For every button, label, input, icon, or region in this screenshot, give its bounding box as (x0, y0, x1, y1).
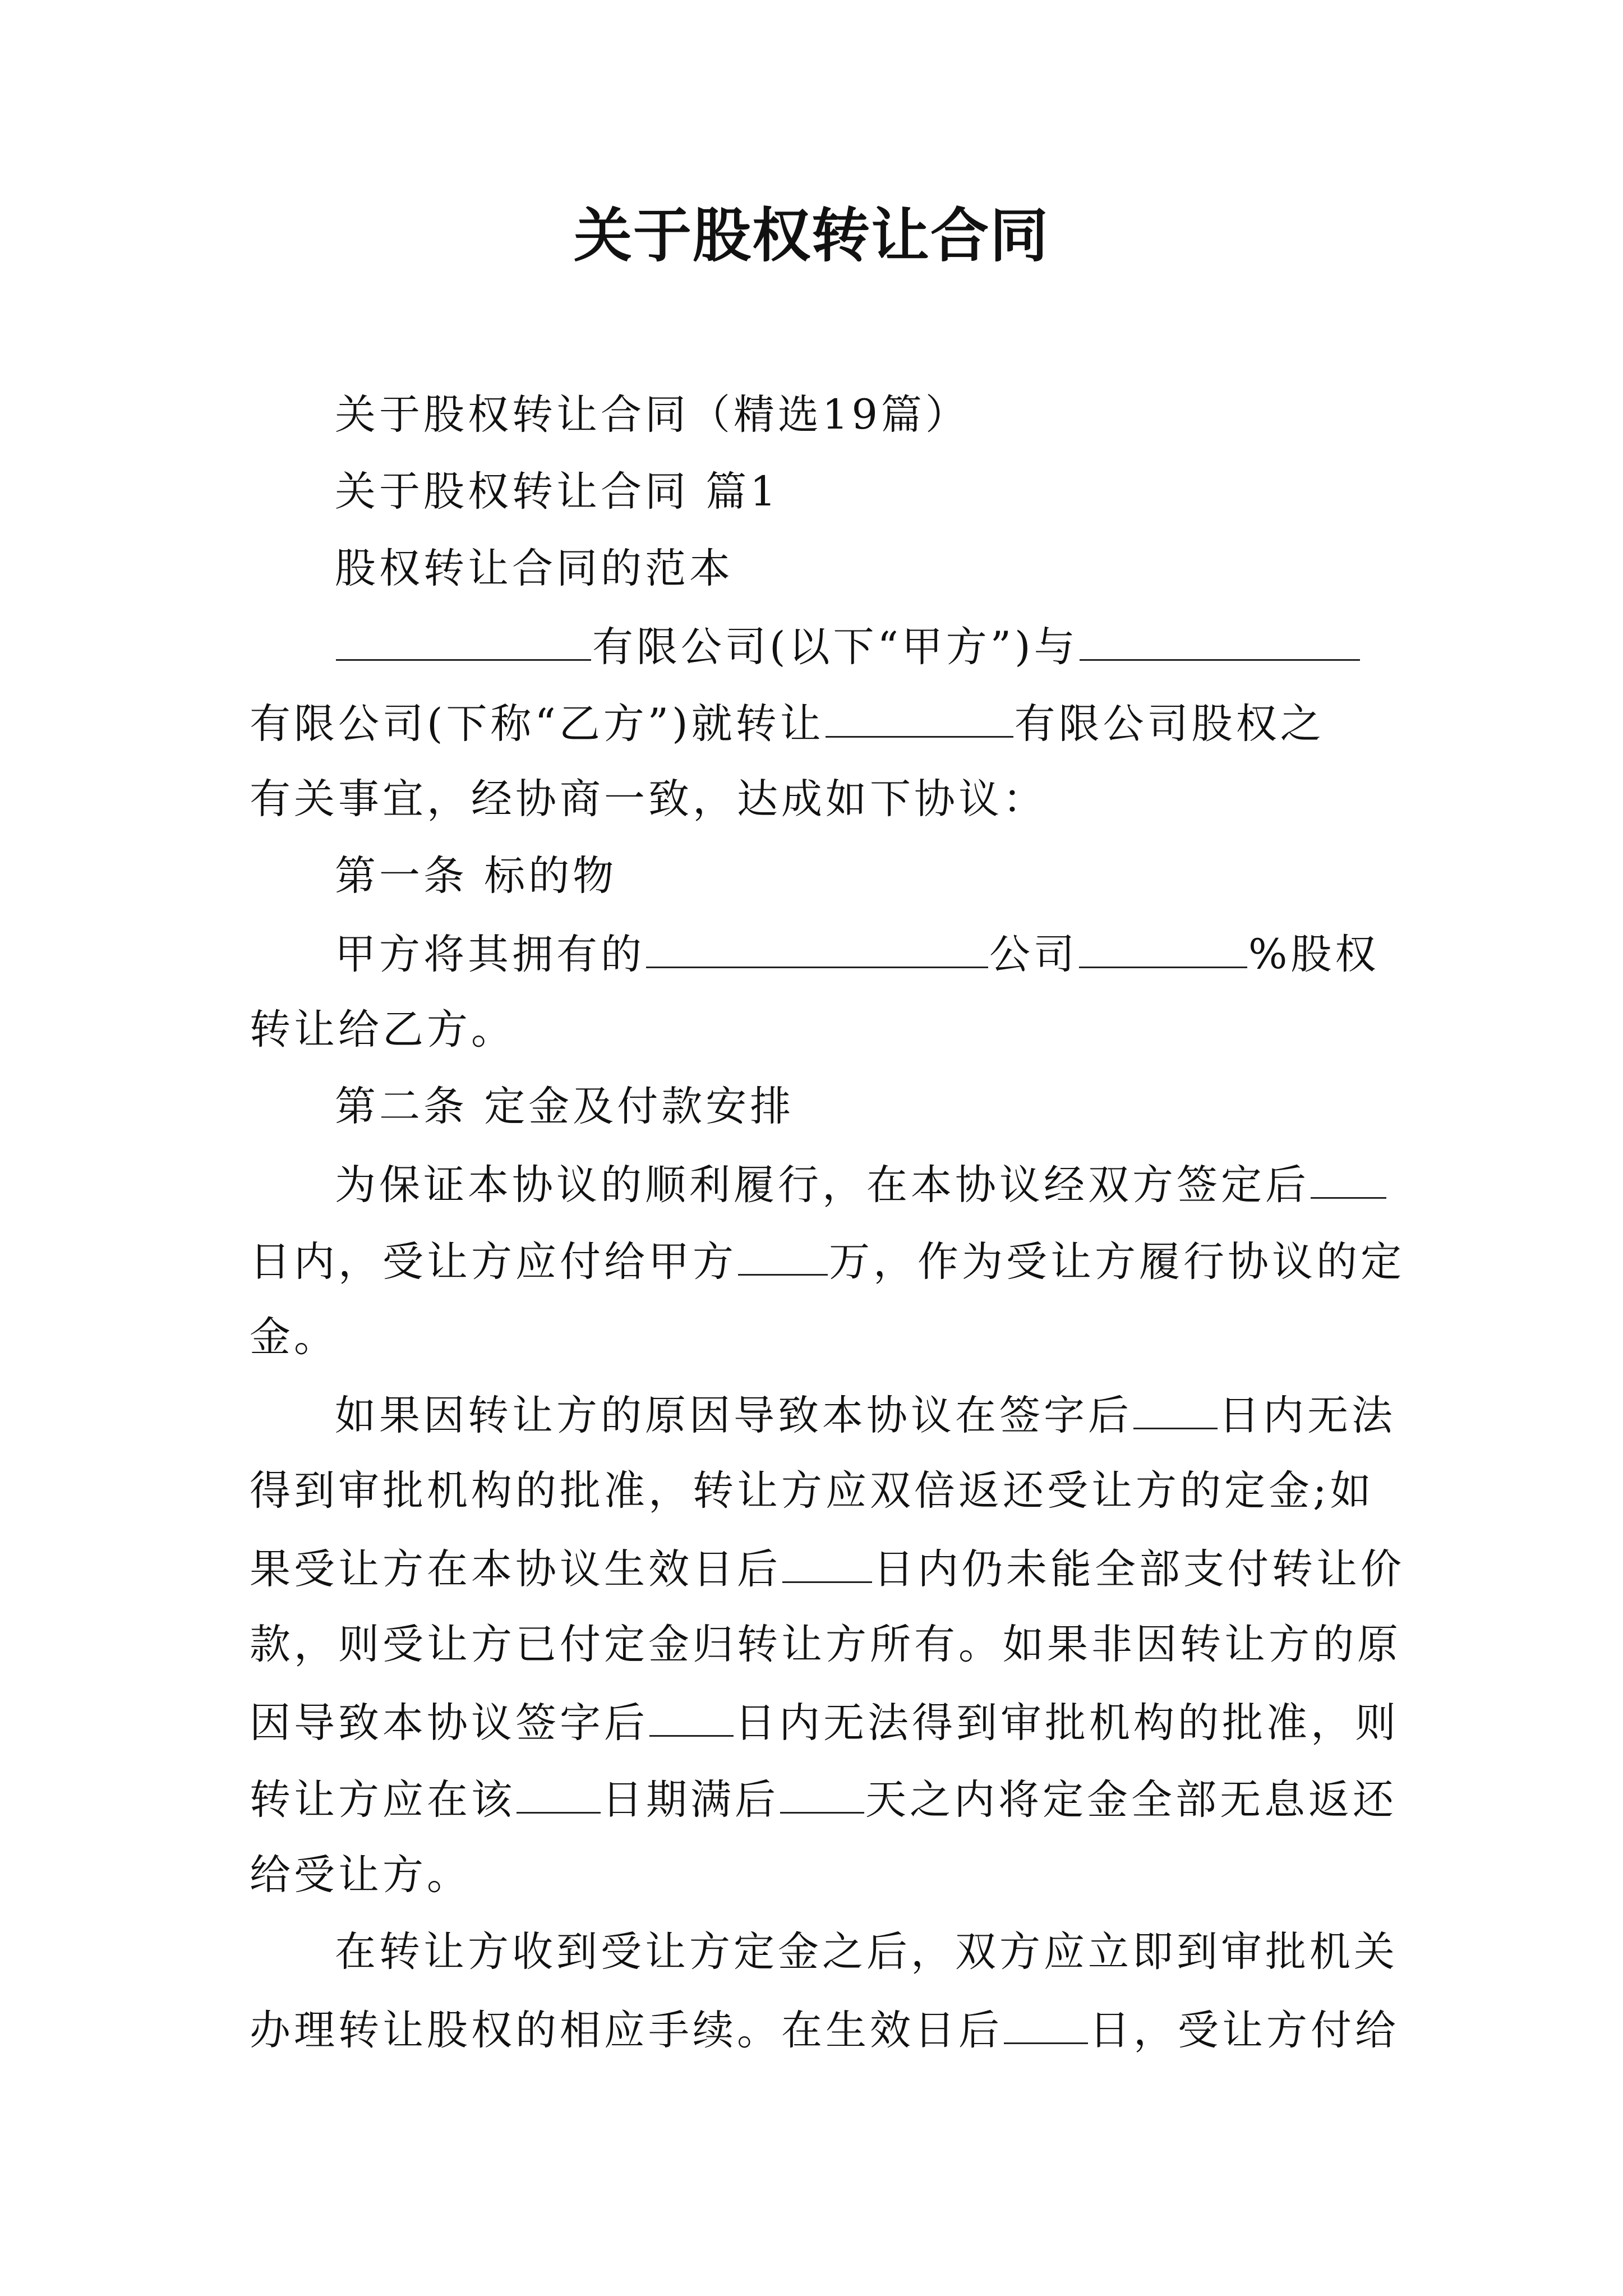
document-title: 关于股权转让合同 (573, 201, 1049, 270)
paragraph-line: 如果因转让方的原因导致本协议在签字后 日内无法 (335, 1381, 1396, 1448)
fill-in-blank (1311, 1150, 1386, 1199)
fill-in-blank (646, 919, 988, 968)
paragraph-line: 为保证本协议的顺利履行，在本协议经双方签定后 (335, 1150, 1387, 1217)
paragraph-line: 有限公司(下称“乙方”)就转让 有限公司股权之 (250, 689, 1325, 756)
fill-in-blank (826, 689, 1013, 738)
fill-in-blank (782, 1534, 872, 1583)
fill-in-blank (336, 612, 591, 661)
paragraph-line: 有限公司(以下“甲方”)与 (335, 612, 1361, 679)
fill-in-blank (780, 1765, 864, 1814)
paragraph-line: 股权转让合同的范本 (335, 545, 734, 592)
paragraph-line: 办理转让股权的相应手续。在生效日后 日，受让方付给 (250, 1995, 1399, 2063)
fill-in-blank (1080, 612, 1360, 661)
paragraph-line: 日内，受让方应付给甲方 万，作为受让方履行协议的定 (250, 1227, 1405, 1294)
paragraph-line: 果受让方在本协议生效日后 日内仍未能全部支付转让价 (250, 1534, 1405, 1602)
paragraph-line: 款，则受让方已付定金归转让方所有。如果非因转让方的原 (250, 1621, 1401, 1668)
fill-in-blank (1004, 1995, 1088, 2044)
paragraph-line: 给受让方。 (250, 1851, 471, 1899)
paragraph-line: 在转让方收到受让方定金之后，双方应立即到审批机关 (335, 1928, 1398, 1976)
article-heading: 第二条 定金及付款安排 (335, 1083, 795, 1130)
paragraph-line: 因导致本协议签字后 日内无法得到审批机构的批准，则 (250, 1688, 1399, 1755)
fill-in-blank (1133, 1381, 1218, 1429)
fill-in-blank (517, 1765, 601, 1814)
fill-in-blank (649, 1688, 734, 1737)
fill-in-blank (1079, 919, 1247, 968)
paragraph-line: 转让给乙方。 (250, 1006, 515, 1053)
paragraph-line: 关于股权转让合同（精选19篇） (335, 391, 970, 439)
section-heading: 关于股权转让合同 篇1 (335, 468, 780, 516)
paragraph-line: 转让方应在该 日期满后 天之内将定金全部无息返还 (250, 1765, 1397, 1832)
article-heading: 第一条 标的物 (335, 852, 617, 900)
paragraph-line: 甲方将其拥有的 公司 %股权 (335, 919, 1379, 987)
paragraph-line: 有关事宜，经协商一致，达成如下协议： (250, 775, 1047, 823)
paragraph-line: 金。 (250, 1313, 338, 1361)
paragraph-line: 得到审批机构的批准，转让方应双倍返还受让方的定金;如 (250, 1467, 1375, 1515)
fill-in-blank (738, 1227, 828, 1276)
